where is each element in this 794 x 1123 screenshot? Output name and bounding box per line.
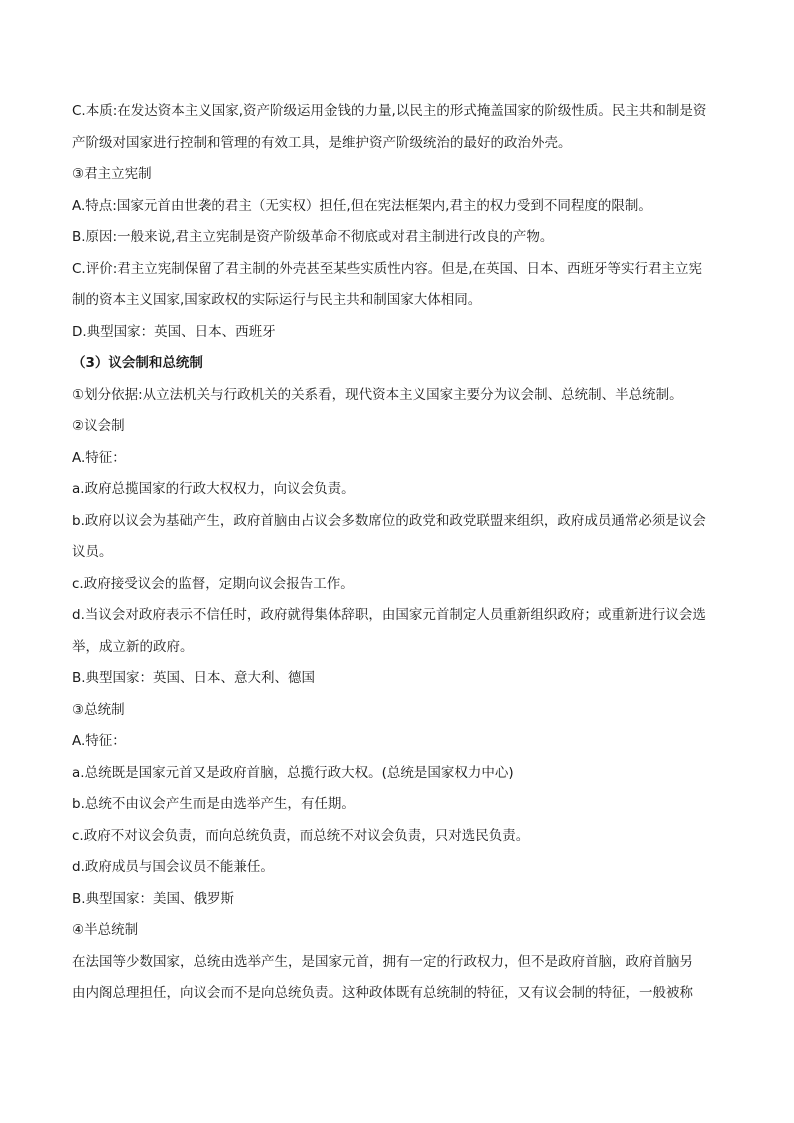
text-line: D.典型国家：英国、日本、西班牙 <box>72 323 276 340</box>
text-line: B.原因:一般来说,君主立宪制是资产阶级革命不彻底或对君主制进行改良的产物。 <box>72 229 554 245</box>
subsection-title: （3）议会制和总统制 <box>72 355 203 371</box>
section-heading: ④半总统制 <box>72 922 139 938</box>
text-line: B.典型国家：英国、日本、意大利、德国 <box>72 670 316 686</box>
text-line: b.政府以议会为基础产生，政府首脑由占议会多数席位的政党和政党联盟来组织，政府成员通常必须是议会 <box>72 512 706 529</box>
text-line: 产阶级对国家进行控制和管理的有效工具，是维护资产阶级统治的最好的政治外壳。 <box>72 134 572 151</box>
section-heading: ③君主立宪制 <box>72 166 152 182</box>
document-body <box>72 96 724 1010</box>
text-line: C.本质:在发达资本主义国家,资产阶级运用金钱的力量,以民主的形式掩盖国家的阶级性质。民主共和制是资 <box>72 103 707 119</box>
text-line: A.特征： <box>72 733 126 749</box>
text-line: C.评价:君主立宪制保留了君主制的外壳甚至某些实质性内容。但是,在英国、日本、西班牙等实行君主立宪 <box>72 260 703 277</box>
text-line: b.总统不由议会产生而是由选举产生，有任期。 <box>72 796 355 812</box>
text-line: c.政府不对议会负责，而向总统负责，而总统不对议会负责，只对选民负责。 <box>72 827 530 844</box>
text-line: a.总统既是国家元首又是政府首脑，总揽行政大权。(总统是国家权力中心) <box>72 764 514 781</box>
text-line: 由内阁总理担任，向议会而不是向总统负责。这种政体既有总统制的特征，又有议会制的特征，一般被称 <box>72 985 693 1001</box>
text-line: a.政府总揽国家的行政大权权力，向议会负责。 <box>72 481 355 497</box>
text-line: A.特点:国家元首由世袭的君主（无实权）担任,但在宪法框架内,君主的权力受到不同程度的限制。 <box>72 197 652 214</box>
text-line: ①划分依据:从立法机关与行政机关的关系看，现代资本主义国家主要分为议会制、总统制、半总统制。 <box>72 386 683 403</box>
text-line: d.当议会对政府表示不信任时，政府就得集体辞职，由国家元首制定人员重新组织政府；或重新进行议会选 <box>72 607 706 623</box>
section-heading: ②议会制 <box>72 418 125 434</box>
text-line: A.特征： <box>72 449 126 466</box>
text-line: c.政府接受议会的监督，定期向议会报告工作。 <box>72 575 354 592</box>
text-line: B.典型国家：美国、俄罗斯 <box>72 890 235 907</box>
text-line: d.政府成员与国会议员不能兼任。 <box>72 859 274 875</box>
text-line: 在法国等少数国家，总统由选举产生，是国家元首，拥有一定的行政权力，但不是政府首脑，政府首脑另 <box>72 953 693 970</box>
text-line: 制的资本主义国家,国家政权的实际运行与民主共和制国家大体相同。 <box>72 292 482 308</box>
section-heading: ③总统制 <box>72 701 125 718</box>
text-line: 议员。 <box>72 544 113 560</box>
text-line: 举，成立新的政府。 <box>72 638 194 655</box>
